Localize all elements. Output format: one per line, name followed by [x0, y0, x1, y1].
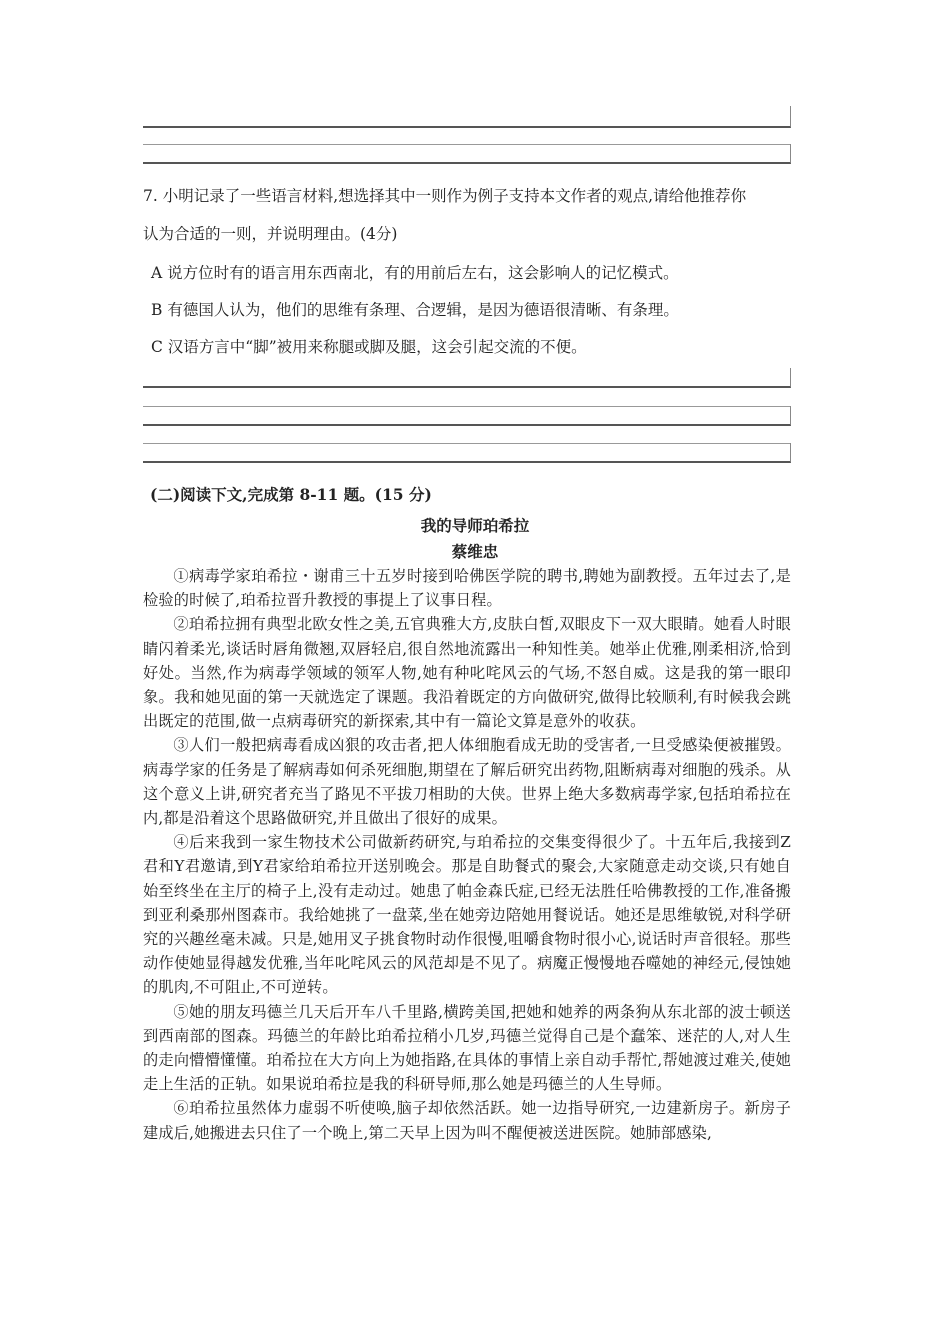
option-c: C 汉语方言中“脚”被用来称腿或脚及腿，这会引起交流的不便。: [151, 338, 587, 356]
paragraph-1: ①病毒学家珀希拉・谢甫三十五岁时接到哈佛医学院的聘书,聘她为副教授。五年过去了,是检验的时候了,珀希拉晋升教授的事提上了议事日程。: [143, 567, 791, 610]
answer-line-5[interactable]: [143, 443, 791, 463]
answer-line-3[interactable]: [143, 368, 791, 388]
answer-line-2[interactable]: [143, 144, 791, 164]
section-heading: (二)阅读下文,完成第 8-11 题。(15 分): [150, 485, 432, 504]
option-b: B 有德国人认为，他们的思维有条理、合逻辑，是因为德语很清晰、有条理。: [151, 301, 679, 319]
answer-line-1[interactable]: [143, 106, 791, 128]
option-a: A 说方位时有的语言用东西南北，有的用前后左右，这会影响人的记忆模式。: [151, 264, 679, 282]
article-body: [143, 564, 791, 1145]
paragraph-3: ③人们一般把病毒看成凶狠的攻击者,把人体细胞看成无助的受害者,一旦受感染便被摧毁。病毒学家的任务是了解病毒如何杀死细胞,期望在了解后研究出药物,阻断病毒对细胞的残杀。从这个意义上讲,研究者充当了路见不平拔刀相助的大侠。世界上绝大多数病毒学家,包括珀希拉在内,都是沿着这个思路做研究,并且做出了很好的成果。: [143, 736, 791, 828]
question-7-line-1: 7. 小明记录了一些语言材料,想选择其中一则作为例子支持本文作者的观点,请给他推荐你: [143, 187, 747, 205]
question-7-line-2: 认为合适的一则，并说明理由。(4分): [143, 225, 398, 243]
paragraph-6: ⑥珀希拉虽然体力虚弱不听使唤,脑子却依然活跃。她一边指导研究,一边建新房子。新房子建成后,她搬进去只住了一个晚上,第二天早上因为叫不醒便被送进医院。她肺部感染,: [143, 1099, 791, 1142]
answer-line-4[interactable]: [143, 406, 791, 426]
paragraph-5: ⑤她的朋友玛德兰几天后开车八千里路,横跨美国,把她和她养的两条狗从东北部的波士顿送到西南部的图森。玛德兰的年龄比珀希拉稍小几岁,玛德兰觉得自己是个蠢笨、迷茫的人,对人生的走向懵懵懂懂。珀希拉在大方向上为她指路,在具体的事情上亲自动手帮忙,帮她渡过难关,使她走上生活的正轨。如果说珀希拉是我的科研导师,那么她是玛德兰的人生导师。: [143, 1002, 791, 1094]
article-author: 蔡维忠: [451, 542, 499, 561]
paragraph-4: ④后来我到一家生物技术公司做新药研究,与珀希拉的交集变得很少了。十五年后,我接到Z君和Y君邀请,到Y君家给珀希拉开送别晚会。那是自助餐式的聚会,大家随意走动交谈,只有她自始至终坐在主厅的椅子上,没有走动过。她患了帕金森氏症,已经无法胜任哈佛教授的工作,准备搬到亚利桑那州图森市。我给她挑了一盘菜,坐在她旁边陪她用餐说话。她还是思维敏锐,对科学研究的兴趣丝毫未减。只是,她用叉子挑食物时动作很慢,咀嚼食物时很小心,说话时声音很轻。那些动作使她显得越发优雅,当年叱咤风云的风范却是不见了。病魔正慢慢地吞噬她的神经元,侵蚀她的肌肉,不可阻止,不可逆转。: [143, 833, 791, 997]
paragraph-2: ②珀希拉拥有典型北欧女性之美,五官典雅大方,皮肤白皙,双眼皮下一双大眼睛。她看人时眼睛闪着柔光,谈话时唇角微翘,双唇轻启,很自然地流露出一种知性美。她举止优雅,刚柔相济,恰到好处。当然,作为病毒学领域的领军人物,她有种叱咤风云的气场,不怒自威。这是我的第一眼印象。我和她见面的第一天就选定了课题。我沿着既定的方向做研究,做得比较顺利,有时候我会跳出既定的范围,做一点病毒研究的新探索,其中有一篇论文算是意外的收获。: [143, 615, 791, 731]
article-title: 我的导师珀希拉: [420, 516, 530, 535]
